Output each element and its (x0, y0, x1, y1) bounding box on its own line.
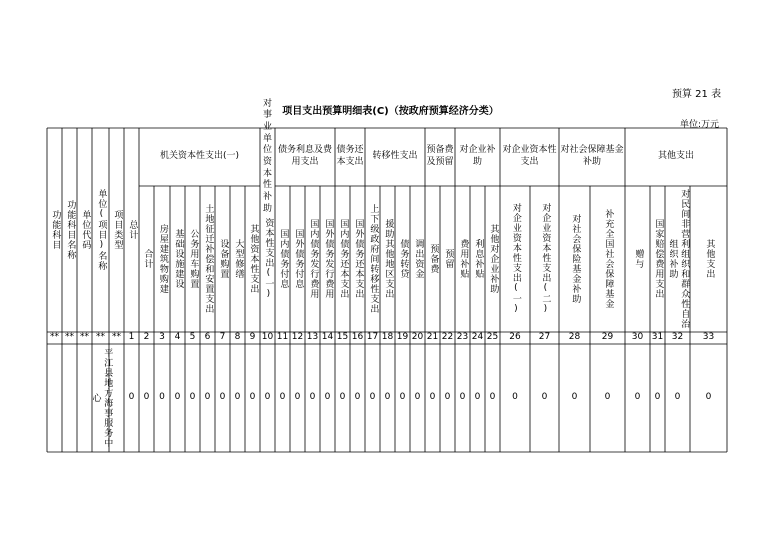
data-cell: 0 (541, 392, 548, 403)
index-cell: ** (96, 332, 105, 343)
column-header: 单位代码 (80, 210, 91, 250)
data-cell: 0 (705, 392, 712, 403)
data-cell: 0 (324, 392, 331, 403)
column-header: 对民间非营利组织和群众性自治组织补助 (667, 189, 690, 329)
column-header: 赠与 (633, 249, 644, 269)
index-cell: 9 (249, 332, 256, 343)
index-cell: 27 (538, 332, 551, 343)
data-cell: 0 (128, 392, 135, 403)
column-header: 国外债务发行费用 (323, 219, 334, 299)
group-header-g2: 对事业单位资本性补助 (262, 98, 272, 214)
group-header-g3: 债务利息及费用支出 (277, 145, 332, 167)
unit-label: 单位:万元 (680, 120, 720, 130)
index-cell: ** (50, 332, 59, 343)
index-cell: ** (112, 332, 121, 343)
column-header: 房屋建筑物购建 (157, 224, 168, 294)
group-header-g5: 转移性支出 (372, 151, 418, 162)
data-cell: 0 (399, 392, 406, 403)
index-cell: 31 (651, 332, 664, 343)
index-cell: 22 (441, 332, 454, 343)
index-cell: 28 (568, 332, 581, 343)
data-cell: 0 (429, 392, 436, 403)
column-header: 上下级政府间转移性支出 (368, 204, 379, 314)
column-header: 对企业资本性支出(一) (510, 203, 521, 315)
index-cell: 2 (143, 332, 150, 343)
index-cell: 6 (204, 332, 211, 343)
data-cell: 0 (654, 392, 661, 403)
data-cell: 0 (674, 392, 681, 403)
index-cell: 29 (601, 332, 614, 343)
column-header: 国内债务还本支出 (338, 219, 349, 299)
data-cell: 0 (444, 392, 451, 403)
index-cell: 7 (219, 332, 226, 343)
column-header: 国内债务发行费用 (308, 219, 319, 299)
data-cell: 0 (143, 392, 150, 403)
data-cell: 0 (264, 392, 271, 403)
index-cell: 25 (486, 332, 499, 343)
column-header: 调出资金 (413, 239, 424, 279)
data-cell: 0 (369, 392, 376, 403)
index-cell: 23 (456, 332, 469, 343)
data-cell: 0 (489, 392, 496, 403)
data-cell: 0 (234, 392, 241, 403)
index-cell: 20 (411, 332, 424, 343)
column-header: 国家赔偿费用支出 (653, 219, 664, 299)
column-header: 债务转贷 (398, 239, 409, 279)
data-cell: 0 (279, 392, 286, 403)
index-cell: 16 (351, 332, 364, 343)
data-cell: 0 (384, 392, 391, 403)
index-cell: 14 (321, 332, 334, 343)
data-cell: 0 (414, 392, 421, 403)
column-header: 资本性支出(一) (263, 218, 274, 300)
data-cell: 0 (339, 392, 346, 403)
index-cell: 12 (291, 332, 304, 343)
group-header-g7: 对企业补助 (459, 145, 496, 167)
index-cell: 30 (631, 332, 644, 343)
data-cell: 0 (309, 392, 316, 403)
data-cell: 0 (604, 392, 611, 403)
data-cell: 0 (354, 392, 361, 403)
data-cell: 0 (571, 392, 578, 403)
index-cell: 18 (381, 332, 394, 343)
index-cell: 1 (128, 332, 135, 343)
data-cell (62, 344, 77, 452)
data-cell: 0 (459, 392, 466, 403)
column-header: 补充全国社会保障基金 (603, 209, 614, 309)
column-header: 预备费 (428, 244, 439, 274)
index-cell: 13 (306, 332, 319, 343)
data-cell: 0 (174, 392, 181, 403)
column-header: 费用补贴 (458, 239, 469, 279)
column-header: 国外债务付息 (293, 229, 304, 289)
column-header: 其他支出 (704, 239, 715, 279)
index-cell: 10 (261, 332, 274, 343)
index-cell: ** (65, 332, 74, 343)
data-cell (109, 344, 124, 452)
column-header: 功能科目名称 (65, 200, 76, 260)
column-header: 利息补贴 (473, 239, 484, 279)
data-cell: 平江县地方海事服务中心 (90, 348, 113, 448)
data-cell: 0 (294, 392, 301, 403)
data-cell: 0 (249, 392, 256, 403)
index-cell: 5 (189, 332, 196, 343)
group-header-g1: 机关资本性支出(一) (159, 151, 240, 162)
column-header: 其他资本性支出 (248, 224, 259, 294)
column-header: 公务用车购置 (188, 229, 199, 289)
column-header: 大型修缮 (233, 239, 244, 279)
index-cell: 3 (159, 332, 165, 343)
column-header: 合计 (142, 249, 153, 269)
data-cell: 0 (634, 392, 641, 403)
column-header: 国外债务还本支出 (353, 219, 364, 299)
column-header: 国内债务付息 (278, 229, 289, 289)
column-header: 功能科目 (50, 210, 61, 250)
column-header: 单位(项目)名称 (96, 189, 107, 271)
data-cell: 0 (512, 392, 518, 403)
index-cell: ** (80, 332, 89, 343)
index-cell: 4 (174, 332, 181, 343)
column-header: 基础设施建设 (173, 229, 184, 289)
index-cell: 11 (276, 332, 289, 343)
index-cell: 26 (509, 332, 521, 343)
column-header: 对企业资本性支出(二) (540, 203, 551, 315)
group-header-g9: 对社会保障基金补助 (560, 145, 624, 167)
data-cell (47, 344, 62, 452)
column-header: 援助其他地区支出 (383, 219, 394, 299)
index-cell: 17 (366, 332, 379, 343)
data-cell: 0 (219, 392, 226, 403)
index-cell: 24 (471, 332, 484, 343)
index-cell: 8 (234, 332, 241, 343)
data-cell: 0 (204, 392, 211, 403)
column-header: 项目类型 (112, 210, 123, 250)
column-header: 对社会保险基金补助 (570, 214, 581, 304)
group-header-g10: 其他支出 (657, 151, 694, 162)
group-header-g6: 预备费及预留 (426, 145, 454, 167)
group-header-g8: 对企业资本性支出 (502, 145, 557, 167)
column-header: 其他对企业补助 (488, 224, 499, 294)
index-cell: 15 (336, 332, 349, 343)
data-cell: 0 (159, 392, 165, 403)
table-number: 预算 21 表 (672, 89, 722, 100)
column-header: 土地征迁补偿和安置支出 (203, 204, 214, 314)
index-cell: 21 (426, 332, 439, 343)
index-cell: 19 (396, 332, 409, 343)
index-cell: 32 (671, 332, 684, 343)
column-header: 设备购置 (218, 239, 229, 279)
page-title: 项目支出预算明细表(C)（按政府预算经济分类） (282, 106, 499, 117)
column-header: 预留 (443, 249, 454, 269)
data-cell: 0 (474, 392, 481, 403)
data-cell: 0 (189, 392, 196, 403)
group-header-g4: 债务还本支出 (336, 145, 364, 167)
column-header: 总计 (127, 220, 138, 240)
index-cell: 33 (702, 332, 715, 343)
